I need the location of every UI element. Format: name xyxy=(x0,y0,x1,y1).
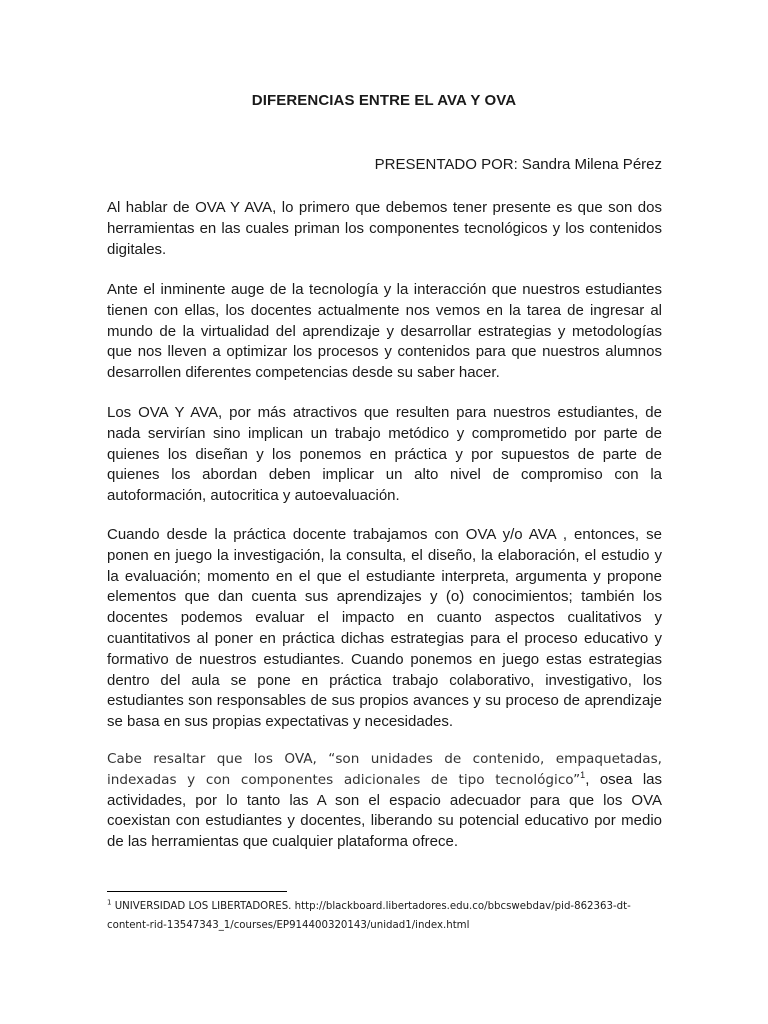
paragraph-5-rest: , osea las actividades, por lo tanto las A son el espacio adecuador para que los OVA coexistan con estudiantes y docentes, liberando su potencial educativo por medio de las herramientas que cualquier plataforma ofrece. xyxy=(107,770,662,851)
paragraph-2: Ante el inminente auge de la tecnología y la interacción que nuestros estudiantes tienen con ellas, los docentes actualmente nos vemos en la tarea de ingresar al mundo de la virtualidad del aprendizaje y desarrollar estrategias y metodologías que nos lleven a optimizar los procesos y contenidos para que nuestros alumnos desarrollen diferentes competencias desde su saber hacer. xyxy=(107,281,662,382)
footnote xyxy=(107,897,667,935)
footnote-text: UNIVERSIDAD LOS LIBERTADORES. http://blackboard.libertadores.edu.co/bbcswebdav/pid-862363-dt-content-rid-13547343_1/courses/EP914400320143/unidad1/index.html xyxy=(107,901,631,931)
paragraph-1: Al hablar de OVA Y AVA, lo primero que debemos tener presente es que son dos herramientas en las cuales priman los componentes tecnológicos y los contenidos digitales. xyxy=(107,199,662,258)
document-title: DIFERENCIAS ENTRE EL AVA Y OVA xyxy=(251,92,517,109)
footnote-divider xyxy=(107,891,287,892)
author-line: PRESENTADO POR: Sandra Milena Pérez xyxy=(374,156,662,173)
quoted-definition: Cabe resaltar que los OVA, “son unidades de contenido, empaquetadas, indexadas y con componentes adicionales de tipo tecnológico” xyxy=(107,751,662,788)
footnote-reference: 1 xyxy=(580,769,586,780)
footnote-number: 1 xyxy=(107,898,112,907)
paragraph-5 xyxy=(107,749,662,853)
paragraph-4: Cuando desde la práctica docente trabajamos con OVA y/o AVA , entonces, se ponen en juego la investigación, la consulta, el diseño, la elaboración, el estudio y la evaluación; momento en el que el estudiante interpreta, argumenta y propone elementos que dan cuenta sus aprendizajes y (o) conocimientos; también los docentes podemos evaluar el impacto en cuanto aspectos cualitativos y cuantitativos al poner en práctica dichas estrategias para el proceso educativo y formativo de nuestros estudiantes. Cuando ponemos en juego estas estrategias dentro del aula se pone en práctica trabajo colaborativo, investigativo, los estudiantes son responsables de sus propios avances y su proceso de aprendizaje se basa en sus propias expectativas y necesidades. xyxy=(107,526,662,731)
paragraph-3: Los OVA Y AVA, por más atractivos que resulten para nuestros estudiantes, de nada servirían sino implican un trabajo metódico y comprometido por parte de quienes los diseñan y los ponemos en práctica y por supuestos de parte de quienes los abordan deben implicar un alto nivel de compromiso con la autoformación, autocritica y autoevaluación. xyxy=(107,404,662,505)
